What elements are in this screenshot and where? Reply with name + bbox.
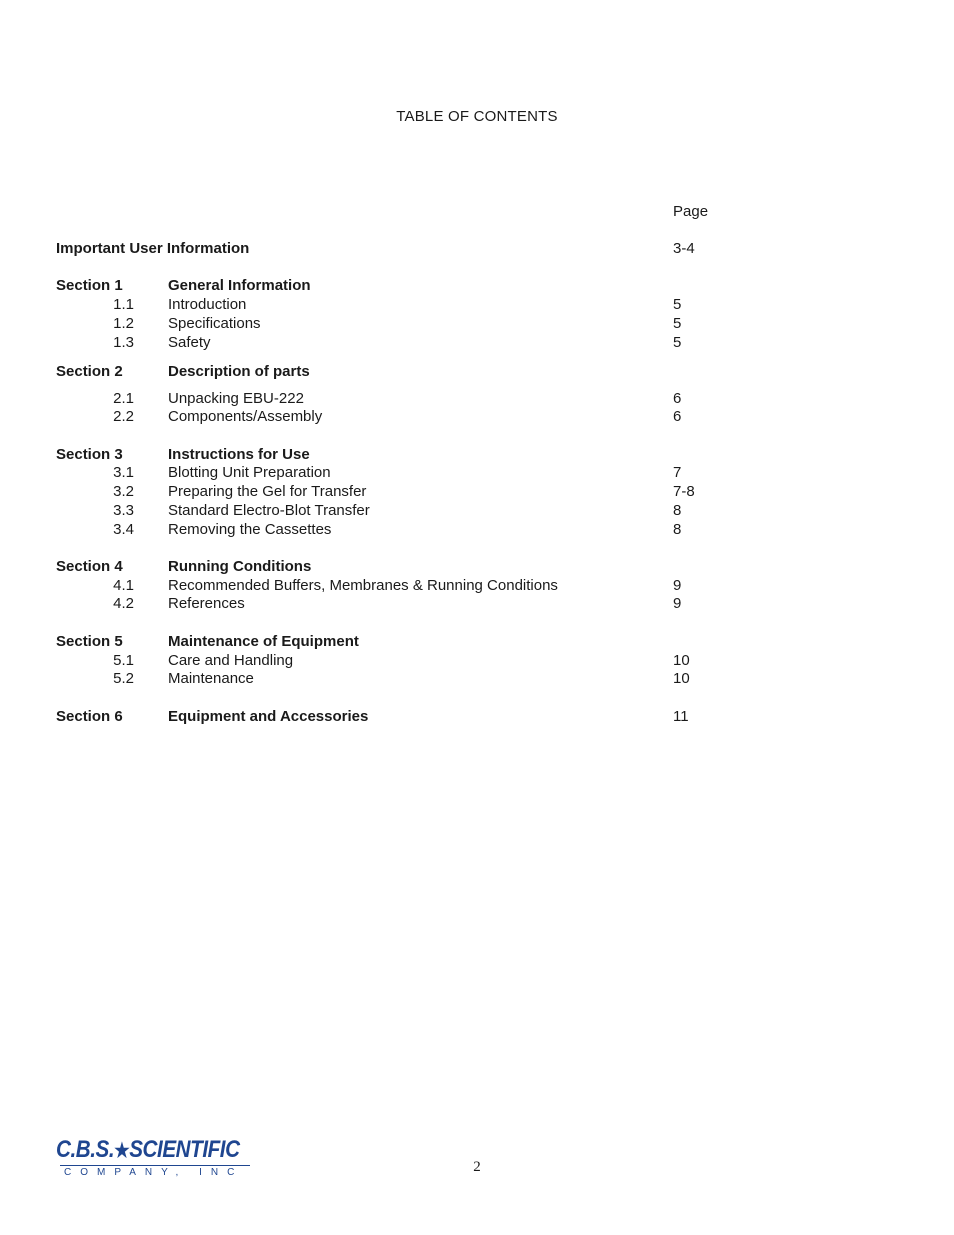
toc-item	[0, 651, 954, 670]
toc-entry-important	[0, 239, 954, 258]
logo-subtitle: COMPANY, INC	[64, 1167, 244, 1178]
toc-item-number: 2.1	[113, 390, 134, 407]
toc-item-number: 3.2	[113, 483, 134, 500]
section-header-2	[0, 362, 954, 381]
section-title: Description of parts	[168, 363, 310, 380]
section-label: Section 1	[56, 277, 123, 294]
toc-entry-page: 3-4	[673, 240, 695, 257]
toc-item-page: 8	[673, 502, 682, 519]
toc-item-title: Standard Electro-Blot Transfer	[168, 502, 370, 519]
section-label: Section 3	[56, 446, 123, 463]
section-header-4	[0, 557, 954, 576]
toc-item-page: 9	[673, 577, 682, 594]
toc-item-title: Maintenance	[168, 670, 254, 687]
toc-item-title: Recommended Buffers, Membranes & Running Conditions	[168, 577, 558, 594]
toc-item	[0, 314, 954, 333]
toc-item	[0, 295, 954, 314]
toc-item-page: 10	[673, 670, 690, 687]
toc-item-title: Removing the Cassettes	[168, 521, 332, 538]
toc-item-number: 4.1	[113, 577, 134, 594]
star-icon: ★	[114, 1140, 130, 1162]
section-label: Section 5	[56, 633, 123, 650]
toc-item-number: 1.3	[113, 334, 134, 351]
toc-item	[0, 389, 954, 408]
toc-item-title: Safety	[168, 334, 211, 351]
toc-item-number: 5.2	[113, 670, 134, 687]
toc-item-number: 5.1	[113, 652, 134, 669]
toc-item	[0, 482, 954, 501]
logo-wordmark-right: SCIENTIFIC	[129, 1136, 240, 1163]
toc-entry-label: Important User Information	[56, 240, 250, 257]
section-header-6	[0, 707, 954, 726]
toc-item-number: 1.2	[113, 315, 134, 332]
page-column-header: Page	[673, 203, 709, 220]
toc-item	[0, 333, 954, 352]
toc-item-number: 3.3	[113, 502, 134, 519]
toc-item-title: Components/Assembly	[168, 408, 323, 425]
page-number: 2	[473, 1159, 481, 1175]
section-title: Instructions for Use	[168, 446, 310, 463]
section-title: Running Conditions	[168, 558, 312, 575]
page-column-header-row	[0, 202, 954, 221]
toc-item-number: 2.2	[113, 408, 134, 425]
section-header-3	[0, 445, 954, 464]
toc-item-number: 1.1	[113, 296, 134, 313]
toc-item-title: Preparing the Gel for Transfer	[168, 483, 367, 500]
toc-item-page: 8	[673, 521, 682, 538]
toc-item	[0, 594, 954, 613]
logo-wordmark-left: C.B.S.	[56, 1136, 115, 1163]
toc-item-page: 9	[673, 595, 682, 612]
toc-item	[0, 576, 954, 595]
toc-item-title: References	[168, 595, 245, 612]
toc-item-page: 6	[673, 408, 682, 425]
toc-item	[0, 501, 954, 520]
section-label: Section 6	[56, 708, 123, 725]
toc-item-page: 7-8	[673, 483, 695, 500]
toc-item-number: 3.1	[113, 464, 134, 481]
toc-item	[0, 463, 954, 482]
toc-item-page: 6	[673, 390, 682, 407]
toc-item	[0, 407, 954, 426]
section-header-1	[0, 276, 954, 295]
section-label: Section 4	[56, 558, 123, 575]
section-page: 11	[673, 708, 689, 725]
toc-item-page: 5	[673, 296, 682, 313]
section-title: Equipment and Accessories	[168, 708, 369, 725]
toc-item-page: 7	[673, 464, 682, 481]
toc-item-page: 5	[673, 334, 682, 351]
section-title: Maintenance of Equipment	[168, 633, 359, 650]
toc-title: TABLE OF CONTENTS	[396, 108, 558, 125]
toc-item	[0, 520, 954, 539]
toc-item-title: Specifications	[168, 315, 261, 332]
section-label: Section 2	[56, 363, 123, 380]
toc-item-title: Blotting Unit Preparation	[168, 464, 331, 481]
toc-item-number: 3.4	[113, 521, 134, 538]
toc-item-page: 10	[673, 652, 690, 669]
toc-item-title: Introduction	[168, 296, 247, 313]
toc-item-page: 5	[673, 315, 682, 332]
section-title: General Information	[168, 277, 311, 294]
toc-item-number: 4.2	[113, 595, 134, 612]
section-header-5	[0, 632, 954, 651]
toc-item-title: Unpacking EBU-222	[168, 390, 304, 407]
toc-item	[0, 669, 954, 688]
toc-item-title: Care and Handling	[168, 652, 294, 669]
